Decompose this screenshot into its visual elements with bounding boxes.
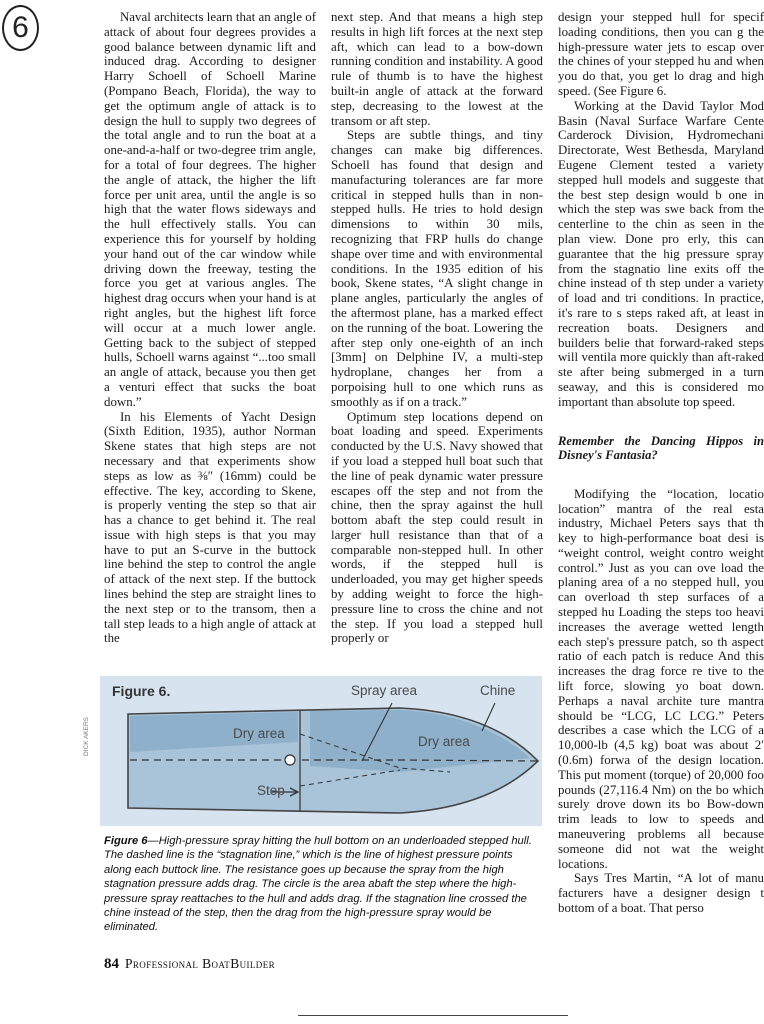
figure-caption — [104, 834, 540, 935]
dry-area-aft-label: Dry area — [233, 726, 285, 741]
paragraph: next step. And that means a high step results in high lift forces at the next step aft, which can lead to a bow-down running condition and instability. A good rule of thumb is to have the highest built-in angle of attack at the forward step, decreasing to the lowest at the transom or aft step. — [331, 10, 543, 128]
figure-title: Figure 6. — [112, 683, 171, 699]
paragraph: Working at the David Taylor Mod Basin (Naval Surface Warfare Cente Carderock Division, Hydromechani Directorate, West Bethesda, Maryland Eugene Clement tested a variety stepped hull models and suggeste that the best step design would b one in which the step was swe back from the centerline to the chin as seen in the plan view. Done pro erly, this can guarantee that the hig pressure spray from the stagnatio line exits off the chine instead of th step under a variety of load and tri conditions. In practice, it's rare to s steps raked aft, at least in recreation boats. Designers and builders belie that forward-raked steps will ventila more quickly than aft-raked ste after being submerged in a turn seaway, and this is considered mo important than absolute top speed. — [558, 98, 764, 409]
paragraph: Modifying the “location, locatio location” mantra of the real esta industry, Michael Peters says that th key to high-performance boat desi is “weight control, weight contro weight control.” Just as you can ove load the planing area of a no stepped hull, you can overload th step surfaces of a stepped hu Loading the steps too heavi increases the average wetted length each step's pressure patch, so th aspect ratio of each patch is reduce And this increases the drag force re tive to the lift force, slowing yo boat down. Perhaps a naval archite ture mantra should be “LCG, LC LCG.” Peters describes a case which the LCG of a 10,000-lb (4,5 kg) boat was about 2′ (0.6m) forwa of the design location. This put moment (torque) of 20,000 foo pounds (27,116.4 Nm) on the bo which surely drove down its bo Bow-down trim leads to low to speeds and maneuvering problems all because someone did not wat the weight locations. — [558, 486, 764, 871]
dry-area-forward-label: Dry area — [418, 734, 470, 749]
caption-text: —High-pressure spray hitting the hull bottom on an underloaded stepped hull. The dashed line is the “stagnation line,” which is the line of highest pressure points along each buttock line. The resistance goes up because the spray from the high stagnation pressure adds drag. The circle is the area abaft the step where the high-pressure spray reattaches to the hull and adds drag. If the stagnation line crossed the chine instead of the step, then the drag from the high-pressure spray would be eliminated. — [104, 835, 532, 934]
text-column-2 — [331, 10, 543, 646]
figure-6 — [100, 676, 542, 826]
paragraph: In his Elements of Yacht Design (Sixth Edition, 1935), author Norman Skene states that high steps are not necessary and that experiments show steps as low as ⅜″ (16mm) could be effective. The key, according to Skene, is properly venting the step so that air has a chance to get behind it. The real issue with high steps is that you may have to put an S-curve in the buttock line behind the step to control the angle of attack of the next step. If the buttock lines behind the step are straight lines to the next step or to the transom, then a tall step leads to a high angle of attack at the — [104, 409, 316, 646]
paragraph: Says Tres Martin, “A lot of manu facturers have a designer design t bottom of a boat. That perso — [558, 871, 764, 916]
paragraph: Steps are subtle things, and tiny changes can make big differences. Schoell has found that design and manufacturing tolerances are far more critical in stepped hulls than in non-stepped hulls. He tries to hold design dimensions to within 30 mils, recognizing that FRP hulls do change shape over time and with environmental conditions. In the 1935 edition of his book, Skene states, “A slight change in plane angles, particularly the angles of the aftermost plane, has a marked effect on the running of the boat. Lowering the after step only one-eighth of an inch [3mm] on Delphine IV, a multi-step hydroplane, changes her from a porpoising hull to one which runs as smoothly as if on a track.” — [331, 128, 543, 409]
caption-lead: Figure 6 — [104, 835, 148, 847]
chine-label: Chine — [480, 683, 516, 698]
subheading: Remember the Dancing Hippos in Disney's Fantasia? — [558, 433, 764, 463]
circled-page-mark: 6 — [2, 5, 39, 51]
spray-area-label: Spray area — [351, 683, 418, 698]
page-footer — [104, 956, 275, 973]
reattach-circle — [285, 755, 295, 765]
text-column-1 — [104, 10, 316, 646]
paragraph: Optimum step locations depend on boat loading and speed. Experiments conducted by the U.S. Navy showed that if you load a stepped hull boat such that the line of peak dynamic water pressure escapes off the step and not from the chine, then the spray against the hull bottom abaft the step could result in larger hull resistance than that of a comparable non-stepped hull. In other words, if the stepped hull is underloaded, you may get higher speeds by adding weight to force the high-pressure line to cross the chine and not the step. If you load a stepped hull properly or — [331, 409, 543, 646]
illustration-credit: DICK AKERS — [83, 716, 90, 756]
paragraph: Naval architects learn that an angle of attack of about four degrees provides a good balance between dynamic lift and induced drag. According to designer Harry Schoell of Schoell Marine (Pompano Beach, Florida), the way to get the optimum angle of attack is to design the hull to supply two degrees of the total angle and to run the boat at a one-and-a-half or two-degree trim angle, for a total of four degrees. The higher the angle of attack, the higher the lift force per unit area, until the angle is so high that the water flows sideways and the hull effectively stalls. You can experience this for yourself by holding your hand out of the car window while driving down the freeway, testing the force you get at various angles. The highest drag occurs when your hand is at right angles, but the highest lift force will occur at a much lower angle. Getting back to the subject of stepped hulls, Schoell warns against “...too small an angle of attack, because you then get a venturi effect that sucks the boat down.” — [104, 10, 316, 409]
paragraph: design your stepped hull for specif loading conditions, then you can g the high-pressure water jets to escap over the chines of your stepped hu and when you do that, you get lo drag and high speed. (See Figure 6. — [558, 10, 764, 98]
bottom-rule — [298, 1015, 568, 1016]
text-column-3 — [558, 10, 764, 916]
publication-name: Professional BoatBuilder — [125, 956, 275, 971]
page-number: 84 — [104, 956, 119, 972]
step-label: Step — [257, 783, 285, 798]
